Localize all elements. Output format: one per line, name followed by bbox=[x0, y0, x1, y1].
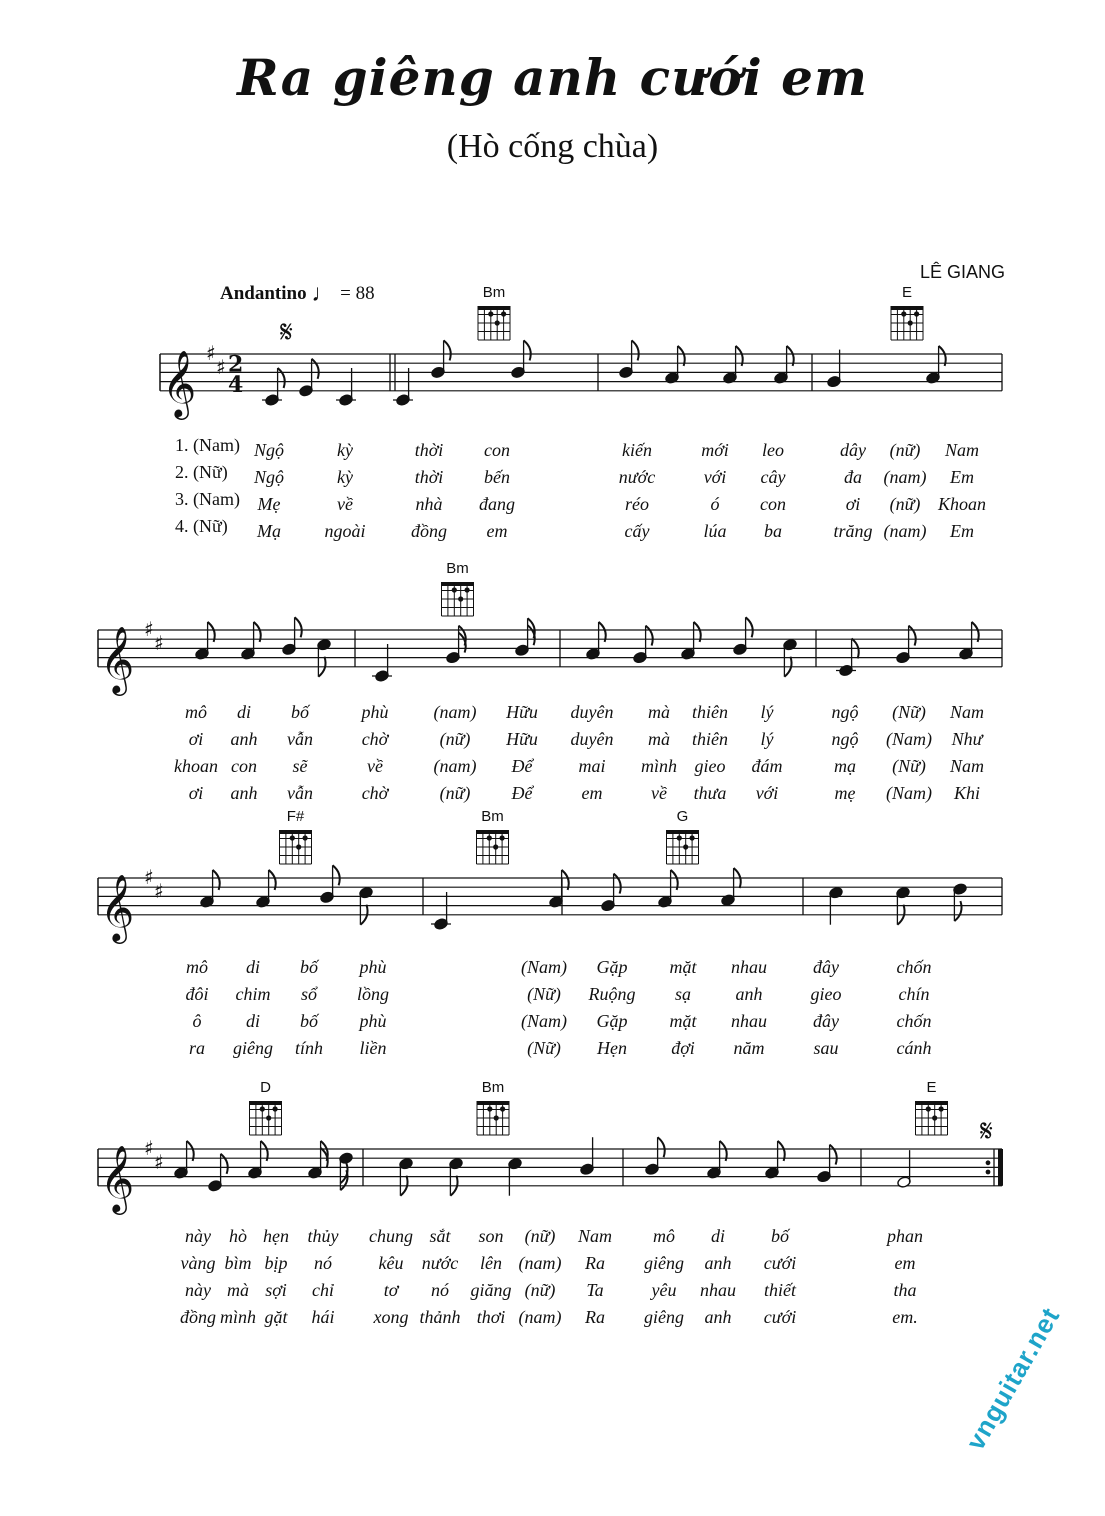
lyric-syllable: với bbox=[703, 467, 727, 487]
note-flag bbox=[830, 1145, 837, 1165]
lyric-syllable: gặt bbox=[264, 1307, 288, 1327]
lyric-syllable: con bbox=[760, 494, 786, 514]
chord-finger-dot bbox=[677, 835, 682, 840]
chord-finger-dot bbox=[683, 844, 688, 849]
sharp-icon: ♯ bbox=[216, 354, 226, 379]
lyric-syllable: con bbox=[484, 440, 510, 460]
lyric-syllable: liền bbox=[359, 1038, 387, 1058]
lyric-syllable: (nữ) bbox=[524, 1280, 556, 1300]
lyric-syllable: Nam bbox=[949, 756, 985, 776]
lyric-syllable: Ngộ bbox=[253, 467, 285, 487]
lyric-syllable: trăng bbox=[833, 521, 873, 541]
lyric-syllable: mô bbox=[185, 702, 207, 722]
lyric-syllable: đồng bbox=[180, 1307, 216, 1327]
lyric-syllable: cưới bbox=[763, 1307, 797, 1327]
lyric-syllable: lý bbox=[760, 702, 774, 722]
lyric-syllable: (Nam) bbox=[521, 957, 567, 977]
note-flag bbox=[646, 626, 653, 646]
lyric-syllable: nước bbox=[618, 467, 656, 487]
lyric-syllable: với bbox=[755, 783, 779, 803]
lyric-syllable: (Nữ) bbox=[527, 1038, 561, 1058]
lyric-syllable: ngộ bbox=[831, 729, 859, 749]
tempo-word: Andantino bbox=[220, 283, 307, 304]
lyric-syllable: (nữ) bbox=[889, 494, 921, 514]
chord-finger-dot bbox=[266, 1115, 271, 1120]
lyric-syllable: tha bbox=[893, 1280, 917, 1300]
chord-finger-dot bbox=[690, 835, 695, 840]
chord-finger-dot bbox=[465, 587, 470, 592]
repeat-dot bbox=[986, 1160, 991, 1165]
lyric-syllable: nó bbox=[314, 1253, 332, 1273]
lyric-syllable: xong bbox=[373, 1307, 409, 1327]
chord-finger-dot bbox=[273, 1106, 278, 1111]
lyric-syllable: Để bbox=[511, 756, 533, 776]
lyric-syllable: nhà bbox=[415, 494, 443, 514]
chord-finger-dot bbox=[926, 1106, 931, 1111]
lyric-syllable: chung bbox=[369, 1226, 413, 1246]
lyric-syllable: lên bbox=[480, 1253, 502, 1273]
chord-finger-dot bbox=[487, 1106, 492, 1111]
lyric-syllable: anh bbox=[704, 1253, 732, 1273]
lyric-syllable: về bbox=[367, 756, 383, 776]
chord-label: Bm bbox=[482, 284, 506, 301]
lyric-syllable: thủy bbox=[307, 1226, 339, 1246]
lyric-syllable: Ra bbox=[585, 1307, 605, 1327]
lyric-syllable: Gặp bbox=[596, 957, 628, 977]
note-flag bbox=[295, 617, 302, 637]
lyric-syllable: (nam) bbox=[883, 521, 927, 541]
lyric-syllable: đồng bbox=[411, 521, 447, 541]
lyric-syllable: chỉ bbox=[312, 1280, 334, 1300]
chord-finger-dot bbox=[488, 311, 493, 316]
lyric-syllable: bố bbox=[771, 1226, 789, 1246]
lyric-syllable: gieo bbox=[694, 756, 726, 776]
lyric-syllable: sẽ bbox=[292, 756, 308, 776]
lyric-syllable: kỳ bbox=[337, 467, 353, 487]
lyric-syllable: hái bbox=[311, 1307, 335, 1327]
lyric-syllable: chốn bbox=[896, 1011, 932, 1031]
chord-finger-dot bbox=[939, 1106, 944, 1111]
lyric-syllable: nước bbox=[421, 1253, 459, 1273]
lyric-syllable: thời bbox=[414, 467, 444, 487]
lyric-syllable: nó bbox=[431, 1280, 449, 1300]
chord-nut bbox=[442, 582, 474, 586]
lyric-syllable: anh bbox=[735, 984, 763, 1004]
lyric-syllable: về bbox=[337, 494, 353, 514]
note-flag bbox=[444, 340, 451, 360]
lyric-syllable: yêu bbox=[651, 1280, 677, 1300]
lyric-syllable: chốn bbox=[896, 957, 932, 977]
lyric-syllable: mà bbox=[648, 702, 670, 722]
chord-finger-dot bbox=[487, 835, 492, 840]
sharp-icon: ♯ bbox=[154, 630, 164, 655]
lyric-syllable: về bbox=[651, 783, 667, 803]
lyric-syllable: Ta bbox=[586, 1280, 604, 1300]
chord-finger-dot bbox=[932, 1115, 937, 1120]
lyric-syllable: này bbox=[185, 1280, 211, 1300]
lyric-syllable: (nữ) bbox=[439, 783, 471, 803]
lyric-syllable: anh bbox=[704, 1307, 732, 1327]
lyric-syllable: bến bbox=[484, 467, 510, 487]
chord-finger-dot bbox=[501, 311, 506, 316]
lyric-syllable: (nam) bbox=[518, 1307, 562, 1327]
song-title: Ra giêng anh cưới em bbox=[237, 48, 868, 107]
lyric-syllable: khoan bbox=[174, 756, 218, 776]
lyric-syllable: thiên bbox=[692, 702, 728, 722]
lyric-syllable: Ngộ bbox=[253, 440, 285, 460]
sharp-icon: ♯ bbox=[154, 878, 164, 903]
chord-nut bbox=[478, 306, 510, 310]
lyric-syllable: gieo bbox=[810, 984, 842, 1004]
chord-finger-dot bbox=[495, 320, 500, 325]
lyric-syllable: mai bbox=[578, 756, 606, 776]
lyric-syllable: em bbox=[894, 1253, 916, 1273]
lyric-syllable: phù bbox=[359, 957, 387, 977]
lyric-syllable: ơi bbox=[845, 494, 861, 514]
note-flag bbox=[614, 874, 621, 894]
chord-label: G bbox=[676, 808, 689, 825]
lyric-syllable: cưới bbox=[763, 1253, 797, 1273]
lyric-syllable: Gặp bbox=[596, 1011, 628, 1031]
lyric-syllable: thời bbox=[414, 440, 444, 460]
lyric-syllable: đợi bbox=[671, 1038, 695, 1058]
note-flag bbox=[333, 865, 340, 885]
lyric-syllable: Em bbox=[950, 467, 974, 487]
chord-label: E bbox=[926, 1079, 937, 1096]
lyric-syllable: di bbox=[245, 1011, 261, 1031]
lyric-syllable: Nam bbox=[577, 1226, 613, 1246]
lyric-syllable: di bbox=[710, 1226, 726, 1246]
sharp-icon: ♯ bbox=[144, 865, 154, 889]
chord-finger-dot bbox=[914, 311, 919, 316]
lyric-syllable: Em bbox=[950, 521, 974, 541]
lyric-syllable: anh bbox=[230, 783, 258, 803]
sharp-icon: ♯ bbox=[206, 341, 216, 365]
lyric-syllable: giêng bbox=[233, 1038, 273, 1058]
lyric-syllable: bố bbox=[300, 957, 318, 977]
lyric-syllable: đôi bbox=[185, 984, 209, 1004]
tempo-bpm: = 88 bbox=[340, 283, 375, 304]
treble-clef-icon: 𝄞 bbox=[100, 624, 135, 693]
lyric-syllable: nhau bbox=[731, 957, 767, 977]
sharp-icon: ♯ bbox=[154, 1149, 164, 1174]
lyric-syllable: năm bbox=[733, 1038, 765, 1058]
lyric-syllable: vàng bbox=[180, 1253, 216, 1273]
lyric-syllable: Mẹ bbox=[257, 494, 281, 514]
composer-name: LÊ GIANG bbox=[919, 262, 1005, 282]
chord-diagram-icon bbox=[478, 306, 510, 340]
lyric-syllable: sạ bbox=[674, 984, 692, 1004]
lyric-syllable: duyên bbox=[570, 729, 614, 749]
lyric-syllable: sổ bbox=[300, 984, 318, 1004]
lyric-syllable: thiết bbox=[764, 1280, 796, 1300]
lyric-syllable: chín bbox=[898, 984, 930, 1004]
treble-clef-icon: 𝄞 bbox=[100, 872, 135, 941]
lyric-syllable: Khi bbox=[953, 783, 981, 803]
song-subtitle: (Hò cống chùa) bbox=[446, 128, 659, 165]
treble-clef-icon: 𝄞 bbox=[162, 348, 197, 417]
sharp-icon: ♯ bbox=[144, 617, 154, 641]
lyric-syllable: (nam) bbox=[883, 467, 927, 487]
lyric-syllable: (nữ) bbox=[439, 729, 471, 749]
lyric-syllable: bịp bbox=[264, 1253, 288, 1273]
lyric-syllable: sắt bbox=[429, 1226, 451, 1246]
chord-diagram-icon bbox=[667, 830, 699, 864]
lyric-syllable: đây bbox=[813, 957, 839, 977]
note-flag bbox=[658, 1137, 665, 1157]
lyric-syllable: đám bbox=[751, 756, 783, 776]
lyric-syllable: Nam bbox=[949, 702, 985, 722]
lyric-syllable: cấy bbox=[624, 521, 650, 541]
lyric-syllable: lý bbox=[760, 729, 774, 749]
lyric-syllable: Ra bbox=[585, 1253, 605, 1273]
lyric-syllable: (Nam) bbox=[886, 729, 932, 749]
note-flag bbox=[221, 1154, 228, 1174]
lyric-syllable: giăng bbox=[470, 1280, 512, 1300]
chord-nut bbox=[891, 306, 923, 310]
chord-finger-dot bbox=[290, 835, 295, 840]
lyric-syllable: (Nam) bbox=[521, 1011, 567, 1031]
chord-nut bbox=[916, 1101, 948, 1105]
chord-finger-dot bbox=[908, 320, 913, 325]
lyric-syllable: ơi bbox=[188, 783, 204, 803]
lyric-syllable: Khoan bbox=[937, 494, 987, 514]
verse-label: 2. (Nữ) bbox=[175, 462, 228, 482]
lyric-syllable: Nam bbox=[944, 440, 980, 460]
lyric-syllable: (Nữ) bbox=[892, 702, 926, 722]
time-signature-bottom: 4 bbox=[228, 371, 244, 398]
chord-diagram-icon bbox=[250, 1101, 282, 1135]
lyric-syllable: phù bbox=[361, 702, 389, 722]
segno-icon: 𝄋 bbox=[980, 1114, 993, 1149]
lyric-syllable: Để bbox=[511, 783, 533, 803]
chord-nut bbox=[667, 830, 699, 834]
chord-diagram-icon bbox=[477, 1101, 509, 1135]
lyric-syllable: chờ bbox=[361, 783, 389, 803]
repeat-dot bbox=[986, 1170, 991, 1175]
lyric-syllable: (nam) bbox=[433, 756, 477, 776]
lyric-syllable: (nữ) bbox=[524, 1226, 556, 1246]
lyric-syllable: ra bbox=[188, 1038, 206, 1058]
lyric-syllable: tơ bbox=[383, 1280, 399, 1300]
lyric-syllable: phù bbox=[359, 1011, 387, 1031]
verse-label: 1. (Nam) bbox=[175, 435, 240, 455]
note-flag bbox=[954, 901, 961, 921]
chord-finger-dot bbox=[494, 1115, 499, 1120]
lyric-syllable: mặt bbox=[669, 1011, 697, 1031]
lyric-syllable: em bbox=[486, 521, 508, 541]
lyric-syllable: Hữu bbox=[506, 729, 538, 749]
chord-label: Bm bbox=[481, 808, 504, 825]
chord-label: Bm bbox=[481, 1079, 505, 1096]
lyric-syllable: (nam) bbox=[433, 702, 477, 722]
chord-finger-dot bbox=[260, 1106, 265, 1111]
chord-finger-dot bbox=[500, 835, 505, 840]
lyric-syllable: thơi bbox=[476, 1307, 506, 1327]
chord-nut bbox=[477, 830, 509, 834]
lyric-syllable: Ruộng bbox=[588, 984, 636, 1004]
chord-diagram-icon bbox=[442, 582, 474, 616]
lyric-syllable: kiến bbox=[622, 440, 652, 460]
chord-finger-dot bbox=[452, 587, 457, 592]
lyric-syllable: giêng bbox=[644, 1253, 684, 1273]
lyric-syllable: thiên bbox=[692, 729, 728, 749]
lyric-syllable: phan bbox=[887, 1226, 923, 1246]
lyric-syllable: anh bbox=[230, 729, 258, 749]
note-flag bbox=[278, 368, 285, 388]
lyric-syllable: mặt bbox=[669, 957, 697, 977]
chord-nut bbox=[280, 830, 312, 834]
lyric-syllable: đây bbox=[813, 1011, 839, 1031]
lyric-syllable: tính bbox=[294, 1038, 324, 1058]
lyric-syllable: đang bbox=[479, 494, 515, 514]
lyric-syllable: vẫn bbox=[287, 729, 313, 749]
lyric-syllable: mình bbox=[641, 756, 677, 776]
lyric-syllable: di bbox=[236, 702, 252, 722]
lyric-syllable: ngộ bbox=[831, 702, 859, 722]
lyric-syllable: son bbox=[478, 1226, 504, 1246]
verse-label: 4. (Nữ) bbox=[175, 516, 228, 536]
lyric-syllable: nhau bbox=[700, 1280, 736, 1300]
lyric-syllable: mẹ bbox=[834, 783, 856, 803]
lyric-syllable: di bbox=[245, 957, 261, 977]
lyric-syllable: chim bbox=[235, 984, 271, 1004]
lyric-syllable: (nam) bbox=[518, 1253, 562, 1273]
lyric-syllable: leo bbox=[762, 440, 784, 460]
lyric-syllable: duyên bbox=[570, 702, 614, 722]
lyric-syllable: kỳ bbox=[337, 440, 353, 460]
chord-finger-dot bbox=[458, 596, 463, 601]
lyric-syllable: mô bbox=[186, 957, 208, 977]
chord-label: Bm bbox=[446, 560, 469, 577]
lyric-syllable: Như bbox=[951, 729, 983, 749]
chord-label: E bbox=[901, 284, 913, 301]
chord-diagram-icon bbox=[891, 306, 923, 340]
chord-diagram-icon bbox=[916, 1101, 948, 1135]
chord-nut bbox=[250, 1101, 282, 1105]
note-flag bbox=[909, 626, 916, 646]
chord-diagram-icon bbox=[280, 830, 312, 864]
lyric-syllable: Mạ bbox=[257, 521, 281, 541]
chord-finger-dot bbox=[493, 844, 498, 849]
final-bar-line bbox=[998, 1149, 1003, 1186]
lyric-syllable: Hẹn bbox=[597, 1038, 627, 1058]
lyric-syllable: em bbox=[581, 783, 603, 803]
lyric-syllable: em. bbox=[892, 1307, 918, 1327]
lyric-syllable: (Nữ) bbox=[892, 756, 926, 776]
lyric-syllable: cây bbox=[760, 467, 786, 487]
lyric-syllable: lồng bbox=[356, 984, 390, 1004]
lyric-syllable: bố bbox=[291, 702, 309, 722]
lyric-syllable: cánh bbox=[896, 1038, 932, 1058]
chord-finger-dot bbox=[500, 1106, 505, 1111]
lyric-syllable: mô bbox=[653, 1226, 675, 1246]
lyric-syllable: sợi bbox=[265, 1280, 287, 1300]
lyric-syllable: (Nữ) bbox=[527, 984, 561, 1004]
lyric-syllable: con bbox=[231, 756, 257, 776]
note-flag bbox=[632, 340, 639, 360]
note-flag bbox=[746, 617, 753, 637]
lyric-syllable: thưa bbox=[693, 783, 727, 803]
quarter-note-icon: ♩ bbox=[311, 281, 336, 307]
lyric-syllable: bố bbox=[300, 1011, 318, 1031]
lyric-syllable: này bbox=[185, 1226, 211, 1246]
lyric-syllable: đa bbox=[844, 467, 862, 487]
chord-finger-dot bbox=[303, 835, 308, 840]
lyric-syllable: ô bbox=[192, 1011, 202, 1031]
lyric-syllable: lúa bbox=[703, 521, 727, 541]
chord-finger-dot bbox=[901, 311, 906, 316]
treble-clef-icon: 𝄞 bbox=[100, 1143, 135, 1212]
lyric-syllable: ơi bbox=[188, 729, 204, 749]
lyric-syllable: mình bbox=[220, 1307, 256, 1327]
lyric-syllable: ba bbox=[764, 521, 782, 541]
lyric-syllable: mới bbox=[701, 440, 729, 460]
lyric-syllable: ó bbox=[710, 494, 720, 514]
lyric-syllable: mà bbox=[227, 1280, 249, 1300]
lyric-syllable: mạ bbox=[834, 756, 856, 776]
lyric-syllable: nhau bbox=[731, 1011, 767, 1031]
lyric-syllable: bìm bbox=[224, 1253, 252, 1273]
chord-label: F# bbox=[286, 808, 305, 825]
chord-diagram-icon bbox=[477, 830, 509, 864]
segno-icon: 𝄋 bbox=[280, 315, 293, 350]
note-flag bbox=[524, 340, 531, 360]
lyric-syllable: (nữ) bbox=[889, 440, 921, 460]
lyric-syllable: giêng bbox=[644, 1307, 684, 1327]
note-flag bbox=[312, 359, 319, 379]
lyric-syllable: Hữu bbox=[506, 702, 538, 722]
verse-label: 3. (Nam) bbox=[175, 489, 240, 509]
sharp-icon: ♯ bbox=[144, 1136, 154, 1160]
lyric-syllable: vẫn bbox=[287, 783, 313, 803]
lyric-syllable: (Nam) bbox=[886, 783, 932, 803]
lyric-syllable: réo bbox=[625, 494, 649, 514]
chord-nut bbox=[477, 1101, 509, 1105]
lyric-syllable: hò bbox=[229, 1226, 247, 1246]
lyric-syllable: sau bbox=[813, 1038, 839, 1058]
lyric-syllable: dây bbox=[840, 440, 866, 460]
lyric-syllable: ngoài bbox=[324, 521, 366, 541]
lyric-syllable: hẹn bbox=[263, 1226, 289, 1246]
lyric-syllable: chờ bbox=[361, 729, 389, 749]
lyric-syllable: thảnh bbox=[419, 1307, 461, 1327]
chord-finger-dot bbox=[296, 844, 301, 849]
time-signature-top: 2 bbox=[228, 351, 244, 378]
watermark: vnguitar.net bbox=[960, 1301, 1066, 1455]
chord-label: D bbox=[260, 1079, 271, 1096]
lyric-syllable: mà bbox=[648, 729, 670, 749]
lyric-syllable: kêu bbox=[378, 1253, 404, 1273]
